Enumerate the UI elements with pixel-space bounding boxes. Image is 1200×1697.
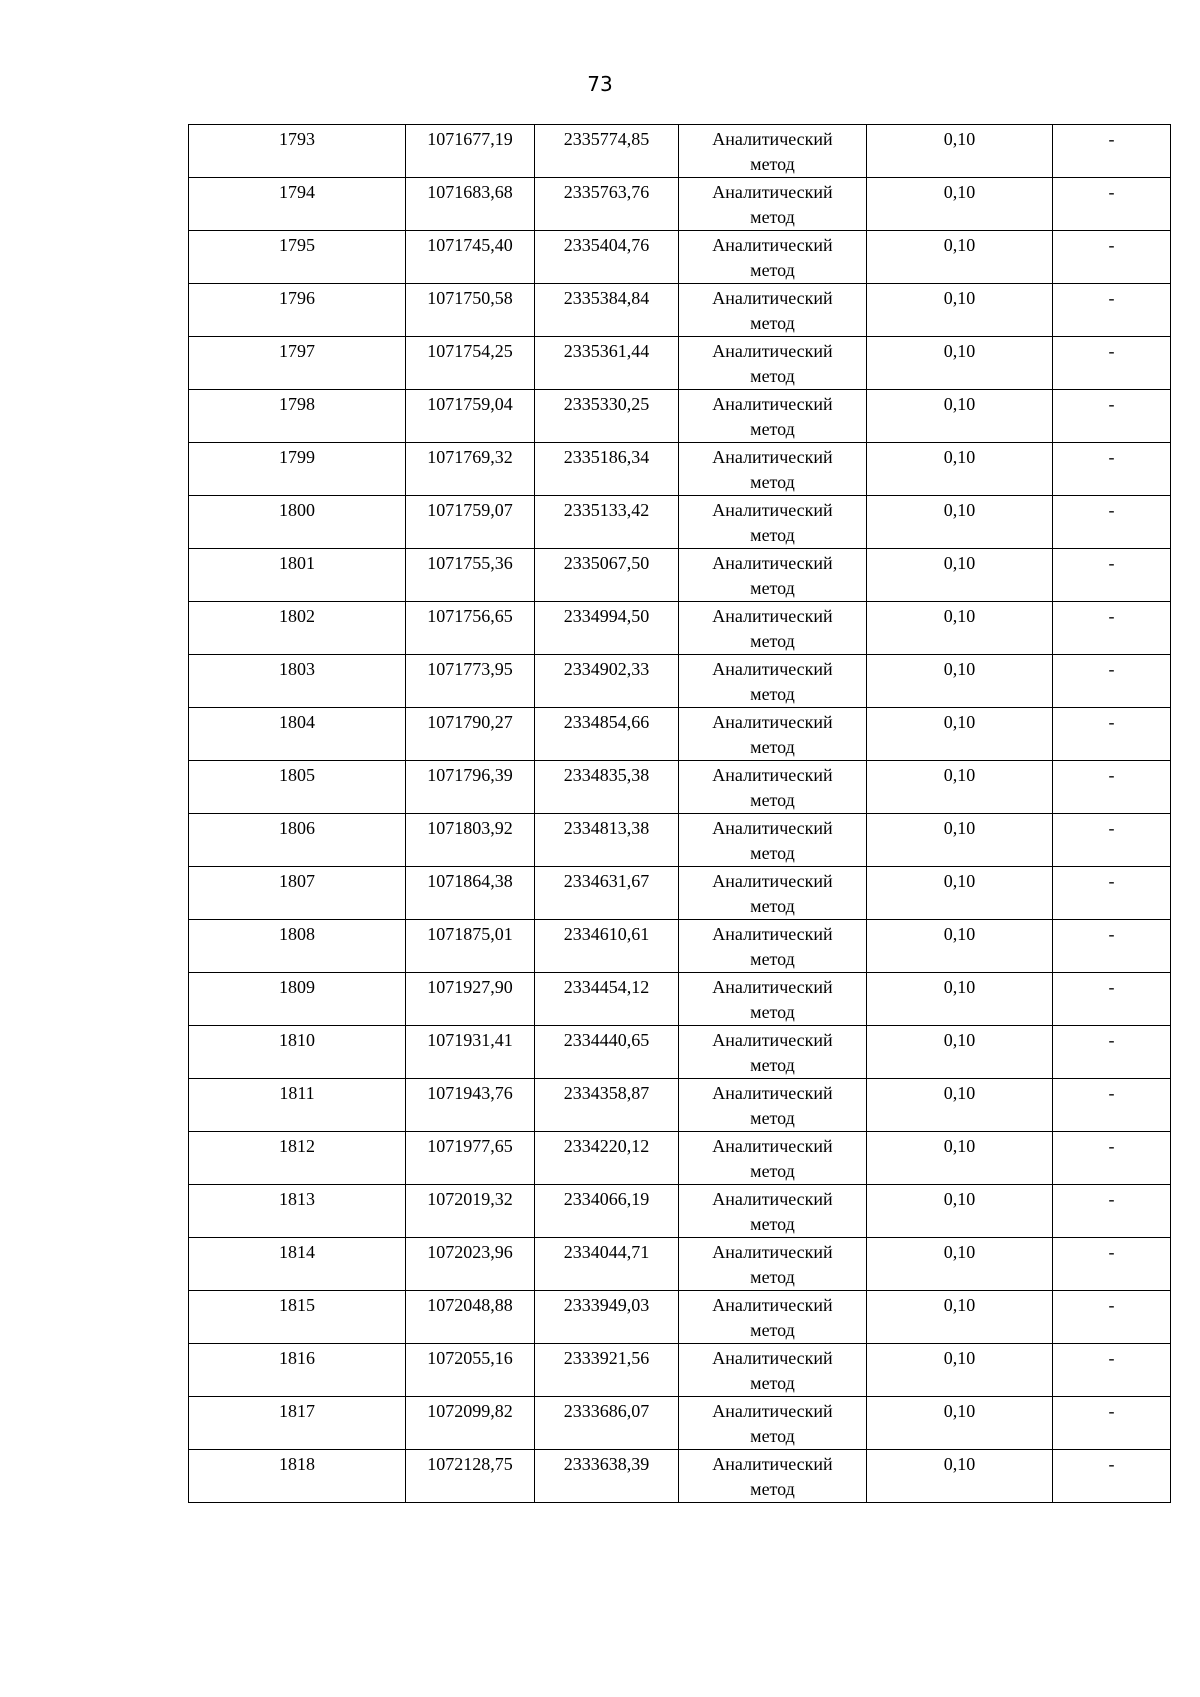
y-coordinate-cell: 2334454,12 — [535, 973, 679, 1026]
accuracy-cell: 0,10 — [867, 1344, 1053, 1397]
method-cell — [679, 1450, 867, 1503]
accuracy-cell: 0,10 — [867, 549, 1053, 602]
table-row — [189, 496, 1171, 549]
method-line-2: метод — [750, 525, 795, 545]
method-line-1: Аналитический — [712, 288, 833, 308]
point-number-cell: 1817 — [189, 1397, 406, 1450]
accuracy-cell: 0,10 — [867, 1079, 1053, 1132]
table-row — [189, 602, 1171, 655]
table-row — [189, 1238, 1171, 1291]
y-coordinate-cell: 2335186,34 — [535, 443, 679, 496]
x-coordinate-cell: 1071683,68 — [406, 178, 535, 231]
method-line-2: метод — [750, 207, 795, 227]
method-line-1: Аналитический — [712, 500, 833, 520]
table-row — [189, 231, 1171, 284]
note-cell: - — [1053, 1397, 1171, 1450]
point-number-cell: 1814 — [189, 1238, 406, 1291]
note-cell: - — [1053, 178, 1171, 231]
method-line-2: метод — [750, 949, 795, 969]
coordinates-table-body — [189, 125, 1171, 1503]
table-row — [189, 1026, 1171, 1079]
table-row — [189, 549, 1171, 602]
table-row — [189, 1397, 1171, 1450]
y-coordinate-cell: 2334994,50 — [535, 602, 679, 655]
table-row — [189, 1185, 1171, 1238]
point-number-cell: 1797 — [189, 337, 406, 390]
method-line-1: Аналитический — [712, 553, 833, 573]
x-coordinate-cell: 1071759,07 — [406, 496, 535, 549]
point-number-cell: 1795 — [189, 231, 406, 284]
method-cell — [679, 761, 867, 814]
note-cell: - — [1053, 496, 1171, 549]
y-coordinate-cell: 2333949,03 — [535, 1291, 679, 1344]
point-number-cell: 1794 — [189, 178, 406, 231]
method-cell — [679, 920, 867, 973]
point-number-cell: 1807 — [189, 867, 406, 920]
x-coordinate-cell: 1071931,41 — [406, 1026, 535, 1079]
method-line-2: метод — [750, 1214, 795, 1234]
x-coordinate-cell: 1071769,32 — [406, 443, 535, 496]
method-line-1: Аналитический — [712, 394, 833, 414]
y-coordinate-cell: 2335774,85 — [535, 125, 679, 178]
point-number-cell: 1802 — [189, 602, 406, 655]
method-line-2: метод — [750, 843, 795, 863]
table-row — [189, 178, 1171, 231]
note-cell: - — [1053, 1079, 1171, 1132]
y-coordinate-cell: 2333638,39 — [535, 1450, 679, 1503]
method-line-2: метод — [750, 1267, 795, 1287]
method-cell — [679, 443, 867, 496]
table-row — [189, 284, 1171, 337]
accuracy-cell: 0,10 — [867, 390, 1053, 443]
x-coordinate-cell: 1071755,36 — [406, 549, 535, 602]
method-line-1: Аналитический — [712, 659, 833, 679]
y-coordinate-cell: 2335404,76 — [535, 231, 679, 284]
x-coordinate-cell: 1071803,92 — [406, 814, 535, 867]
note-cell: - — [1053, 231, 1171, 284]
method-line-1: Аналитический — [712, 1030, 833, 1050]
method-cell — [679, 1238, 867, 1291]
method-line-1: Аналитический — [712, 818, 833, 838]
point-number-cell: 1800 — [189, 496, 406, 549]
y-coordinate-cell: 2334044,71 — [535, 1238, 679, 1291]
method-line-2: метод — [750, 737, 795, 757]
x-coordinate-cell: 1071677,19 — [406, 125, 535, 178]
method-line-1: Аналитический — [712, 129, 833, 149]
method-line-1: Аналитический — [712, 924, 833, 944]
accuracy-cell: 0,10 — [867, 231, 1053, 284]
y-coordinate-cell: 2335763,76 — [535, 178, 679, 231]
x-coordinate-cell: 1071759,04 — [406, 390, 535, 443]
accuracy-cell: 0,10 — [867, 920, 1053, 973]
method-cell — [679, 1185, 867, 1238]
y-coordinate-cell: 2334813,38 — [535, 814, 679, 867]
method-line-1: Аналитический — [712, 871, 833, 891]
method-line-1: Аналитический — [712, 1454, 833, 1474]
x-coordinate-cell: 1071754,25 — [406, 337, 535, 390]
accuracy-cell: 0,10 — [867, 337, 1053, 390]
point-number-cell: 1804 — [189, 708, 406, 761]
x-coordinate-cell: 1071977,65 — [406, 1132, 535, 1185]
method-cell — [679, 1344, 867, 1397]
method-cell — [679, 549, 867, 602]
method-line-1: Аналитический — [712, 1295, 833, 1315]
table-row — [189, 390, 1171, 443]
accuracy-cell: 0,10 — [867, 973, 1053, 1026]
method-cell — [679, 284, 867, 337]
method-cell — [679, 1132, 867, 1185]
note-cell: - — [1053, 1026, 1171, 1079]
y-coordinate-cell: 2334902,33 — [535, 655, 679, 708]
table-row — [189, 1450, 1171, 1503]
note-cell: - — [1053, 920, 1171, 973]
method-cell — [679, 231, 867, 284]
note-cell: - — [1053, 1450, 1171, 1503]
point-number-cell: 1811 — [189, 1079, 406, 1132]
method-line-2: метод — [750, 684, 795, 704]
coordinates-table — [188, 124, 1171, 1503]
method-line-2: метод — [750, 1055, 795, 1075]
x-coordinate-cell: 1071875,01 — [406, 920, 535, 973]
y-coordinate-cell: 2334066,19 — [535, 1185, 679, 1238]
y-coordinate-cell: 2335133,42 — [535, 496, 679, 549]
point-number-cell: 1808 — [189, 920, 406, 973]
method-line-1: Аналитический — [712, 235, 833, 255]
point-number-cell: 1812 — [189, 1132, 406, 1185]
y-coordinate-cell: 2334220,12 — [535, 1132, 679, 1185]
method-line-2: метод — [750, 896, 795, 916]
accuracy-cell: 0,10 — [867, 655, 1053, 708]
method-line-2: метод — [750, 366, 795, 386]
method-cell — [679, 708, 867, 761]
table-row — [189, 708, 1171, 761]
method-line-2: метод — [750, 1161, 795, 1181]
method-line-2: метод — [750, 1373, 795, 1393]
note-cell: - — [1053, 867, 1171, 920]
x-coordinate-cell: 1071750,58 — [406, 284, 535, 337]
note-cell: - — [1053, 1185, 1171, 1238]
method-cell — [679, 178, 867, 231]
accuracy-cell: 0,10 — [867, 761, 1053, 814]
method-cell — [679, 390, 867, 443]
method-line-1: Аналитический — [712, 1242, 833, 1262]
table-row — [189, 920, 1171, 973]
method-cell — [679, 973, 867, 1026]
y-coordinate-cell: 2335067,50 — [535, 549, 679, 602]
method-line-1: Аналитический — [712, 1136, 833, 1156]
method-line-2: метод — [750, 1320, 795, 1340]
x-coordinate-cell: 1072019,32 — [406, 1185, 535, 1238]
accuracy-cell: 0,10 — [867, 125, 1053, 178]
method-cell — [679, 1291, 867, 1344]
method-line-1: Аналитический — [712, 1348, 833, 1368]
note-cell: - — [1053, 443, 1171, 496]
method-line-2: метод — [750, 419, 795, 439]
table-row — [189, 1079, 1171, 1132]
table-row — [189, 1344, 1171, 1397]
method-cell — [679, 814, 867, 867]
note-cell: - — [1053, 125, 1171, 178]
x-coordinate-cell: 1071745,40 — [406, 231, 535, 284]
accuracy-cell: 0,10 — [867, 1132, 1053, 1185]
table-row — [189, 973, 1171, 1026]
point-number-cell: 1796 — [189, 284, 406, 337]
accuracy-cell: 0,10 — [867, 443, 1053, 496]
y-coordinate-cell: 2335330,25 — [535, 390, 679, 443]
note-cell: - — [1053, 390, 1171, 443]
accuracy-cell: 0,10 — [867, 1238, 1053, 1291]
note-cell: - — [1053, 1344, 1171, 1397]
method-cell — [679, 337, 867, 390]
method-line-1: Аналитический — [712, 606, 833, 626]
table-row — [189, 125, 1171, 178]
method-line-1: Аналитический — [712, 712, 833, 732]
table-row — [189, 761, 1171, 814]
x-coordinate-cell: 1071943,76 — [406, 1079, 535, 1132]
note-cell: - — [1053, 708, 1171, 761]
method-line-2: метод — [750, 1002, 795, 1022]
method-line-1: Аналитический — [712, 1401, 833, 1421]
x-coordinate-cell: 1071790,27 — [406, 708, 535, 761]
accuracy-cell: 0,10 — [867, 814, 1053, 867]
note-cell: - — [1053, 549, 1171, 602]
point-number-cell: 1793 — [189, 125, 406, 178]
table-row — [189, 1291, 1171, 1344]
table-row — [189, 1132, 1171, 1185]
method-line-2: метод — [750, 631, 795, 651]
point-number-cell: 1816 — [189, 1344, 406, 1397]
method-line-2: метод — [750, 154, 795, 174]
method-line-1: Аналитический — [712, 977, 833, 997]
accuracy-cell: 0,10 — [867, 867, 1053, 920]
note-cell: - — [1053, 761, 1171, 814]
x-coordinate-cell: 1071756,65 — [406, 602, 535, 655]
method-line-1: Аналитический — [712, 447, 833, 467]
y-coordinate-cell: 2334358,87 — [535, 1079, 679, 1132]
table-row — [189, 655, 1171, 708]
x-coordinate-cell: 1072048,88 — [406, 1291, 535, 1344]
table-row — [189, 337, 1171, 390]
note-cell: - — [1053, 1132, 1171, 1185]
method-line-1: Аналитический — [712, 182, 833, 202]
point-number-cell: 1805 — [189, 761, 406, 814]
table-row — [189, 443, 1171, 496]
x-coordinate-cell: 1071927,90 — [406, 973, 535, 1026]
method-line-1: Аналитический — [712, 341, 833, 361]
method-cell — [679, 125, 867, 178]
note-cell: - — [1053, 1238, 1171, 1291]
y-coordinate-cell: 2334835,38 — [535, 761, 679, 814]
accuracy-cell: 0,10 — [867, 708, 1053, 761]
y-coordinate-cell: 2335384,84 — [535, 284, 679, 337]
x-coordinate-cell: 1072055,16 — [406, 1344, 535, 1397]
table-row — [189, 867, 1171, 920]
method-line-2: метод — [750, 578, 795, 598]
method-line-2: метод — [750, 313, 795, 333]
x-coordinate-cell: 1071773,95 — [406, 655, 535, 708]
note-cell: - — [1053, 814, 1171, 867]
method-line-1: Аналитический — [712, 1083, 833, 1103]
x-coordinate-cell: 1072099,82 — [406, 1397, 535, 1450]
accuracy-cell: 0,10 — [867, 1185, 1053, 1238]
point-number-cell: 1810 — [189, 1026, 406, 1079]
point-number-cell: 1799 — [189, 443, 406, 496]
y-coordinate-cell: 2335361,44 — [535, 337, 679, 390]
accuracy-cell: 0,10 — [867, 1291, 1053, 1344]
x-coordinate-cell: 1072128,75 — [406, 1450, 535, 1503]
point-number-cell: 1803 — [189, 655, 406, 708]
method-line-2: метод — [750, 472, 795, 492]
y-coordinate-cell: 2334631,67 — [535, 867, 679, 920]
method-cell — [679, 1397, 867, 1450]
x-coordinate-cell: 1071864,38 — [406, 867, 535, 920]
method-line-2: метод — [750, 1479, 795, 1499]
method-line-2: метод — [750, 790, 795, 810]
method-cell — [679, 1079, 867, 1132]
point-number-cell: 1801 — [189, 549, 406, 602]
table-row — [189, 814, 1171, 867]
point-number-cell: 1806 — [189, 814, 406, 867]
note-cell: - — [1053, 973, 1171, 1026]
y-coordinate-cell: 2334610,61 — [535, 920, 679, 973]
y-coordinate-cell: 2334854,66 — [535, 708, 679, 761]
accuracy-cell: 0,10 — [867, 1450, 1053, 1503]
accuracy-cell: 0,10 — [867, 178, 1053, 231]
accuracy-cell: 0,10 — [867, 496, 1053, 549]
accuracy-cell: 0,10 — [867, 1026, 1053, 1079]
method-line-1: Аналитический — [712, 1189, 833, 1209]
method-line-2: метод — [750, 1426, 795, 1446]
x-coordinate-cell: 1072023,96 — [406, 1238, 535, 1291]
point-number-cell: 1815 — [189, 1291, 406, 1344]
accuracy-cell: 0,10 — [867, 284, 1053, 337]
method-line-1: Аналитический — [712, 765, 833, 785]
note-cell: - — [1053, 602, 1171, 655]
note-cell: - — [1053, 284, 1171, 337]
y-coordinate-cell: 2334440,65 — [535, 1026, 679, 1079]
point-number-cell: 1818 — [189, 1450, 406, 1503]
method-cell — [679, 602, 867, 655]
note-cell: - — [1053, 655, 1171, 708]
page-number: 73 — [587, 72, 613, 96]
method-cell — [679, 867, 867, 920]
method-line-2: метод — [750, 260, 795, 280]
point-number-cell: 1798 — [189, 390, 406, 443]
method-line-2: метод — [750, 1108, 795, 1128]
note-cell: - — [1053, 1291, 1171, 1344]
x-coordinate-cell: 1071796,39 — [406, 761, 535, 814]
accuracy-cell: 0,10 — [867, 602, 1053, 655]
point-number-cell: 1813 — [189, 1185, 406, 1238]
method-cell — [679, 496, 867, 549]
accuracy-cell: 0,10 — [867, 1397, 1053, 1450]
y-coordinate-cell: 2333921,56 — [535, 1344, 679, 1397]
note-cell: - — [1053, 337, 1171, 390]
method-cell — [679, 1026, 867, 1079]
method-cell — [679, 655, 867, 708]
y-coordinate-cell: 2333686,07 — [535, 1397, 679, 1450]
point-number-cell: 1809 — [189, 973, 406, 1026]
